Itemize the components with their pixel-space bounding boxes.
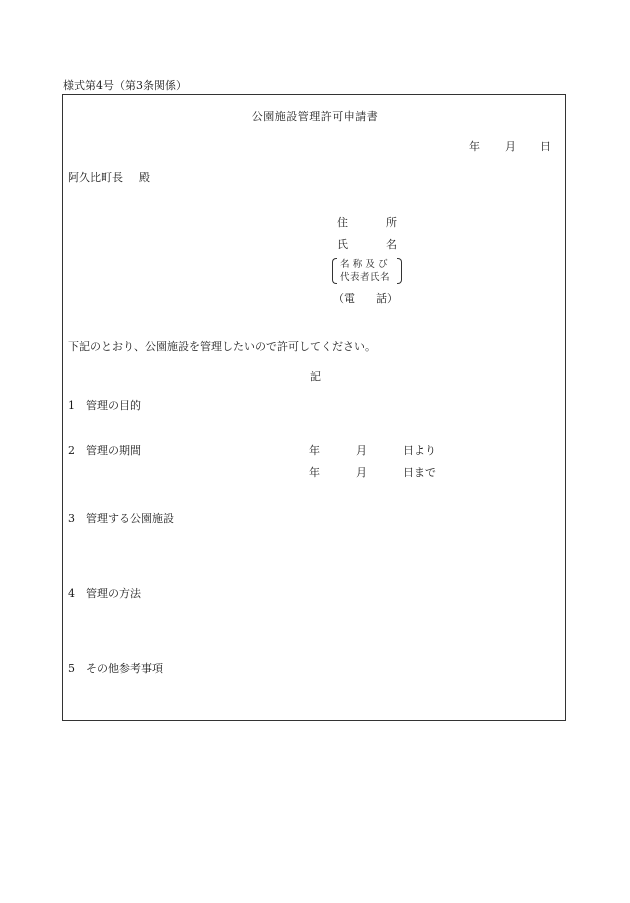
date-day-label: 日 — [540, 140, 551, 153]
item-number: 3 — [68, 512, 75, 525]
applicant-address-label-1: 住 — [337, 216, 348, 229]
date-month-label: 月 — [505, 140, 516, 153]
date-year-label: 年 — [469, 140, 480, 153]
telephone-label-1: （電 — [333, 292, 355, 305]
period-from-year: 年 — [309, 444, 320, 457]
item-other-notes — [68, 663, 163, 674]
period-from-day: 日より — [403, 444, 436, 457]
item-label: その他参考事項 — [86, 662, 163, 675]
corporate-name-line-1: 名称及び — [340, 259, 391, 270]
applicant-address-label-2: 所 — [386, 216, 397, 229]
item-number: 2 — [68, 444, 75, 457]
item-label: 管理する公園施設 — [86, 512, 174, 525]
left-bracket — [332, 258, 337, 284]
period-to-month: 月 — [356, 466, 367, 479]
item-label: 管理の方法 — [86, 587, 141, 600]
document-title: 公園施設管理許可申請書 — [251, 110, 379, 123]
applicant-name-label-2: 名 — [386, 238, 397, 251]
item-purpose — [68, 400, 141, 411]
item-label: 管理の目的 — [86, 399, 141, 412]
period-to-year: 年 — [309, 466, 320, 479]
corporate-name-bracket — [332, 258, 402, 286]
telephone-label-2: 話） — [376, 292, 398, 305]
item-label: 管理の期間 — [86, 444, 141, 457]
addressee — [68, 172, 150, 183]
corporate-name-line-2: 代表者氏名 — [340, 272, 391, 283]
period-to-day: 日まで — [403, 466, 436, 479]
addressee-name: 阿久比町長 — [68, 171, 123, 184]
applicant-name-label-1: 氏 — [337, 238, 348, 251]
item-number: 4 — [68, 587, 75, 600]
item-period — [68, 445, 141, 456]
item-facility — [68, 513, 174, 524]
period-from-month: 月 — [356, 444, 367, 457]
item-number: 1 — [68, 399, 75, 412]
item-method — [68, 588, 141, 599]
ki-heading: 記 — [310, 370, 321, 383]
item-number: 5 — [68, 662, 75, 675]
right-bracket — [397, 258, 402, 284]
addressee-honorific: 殿 — [139, 171, 150, 184]
request-statement: 下記のとおり、公園施設を管理したいので許可してください。 — [68, 340, 376, 353]
form-number-label: 様式第4号（第3条関係） — [63, 79, 187, 92]
